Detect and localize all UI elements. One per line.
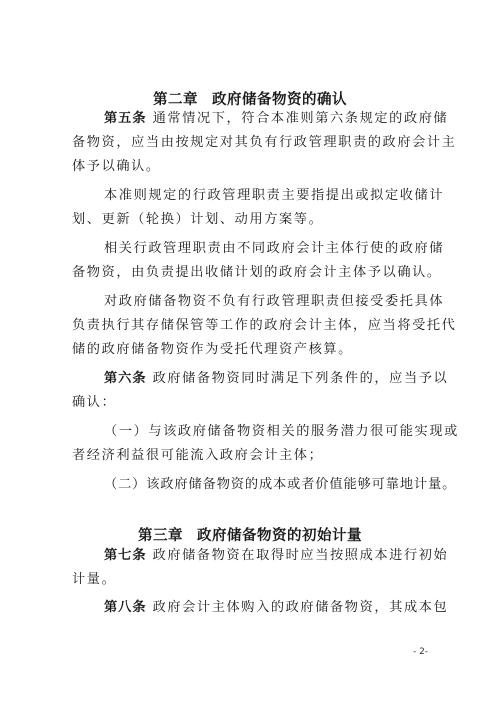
chapter-2-heading bbox=[0, 88, 500, 109]
article-8-line-1 bbox=[104, 601, 448, 614]
article-6-line-1 bbox=[104, 372, 448, 385]
condition-1-line-1: （一）与该政府储备物资相关的服务潜力很可能实现或 bbox=[104, 424, 459, 439]
chapter-3-title: 政府储备物资的初始计量 bbox=[197, 528, 362, 544]
condition-1-line-2: 者经济利益很可能流入政府会计主体； bbox=[72, 448, 324, 463]
para-entrust-line-1: 对政府储备物资不负有行政管理职责但接受委托具体 bbox=[104, 294, 445, 309]
article-8-text-1: 政府会计主体购入的政府储备物资，其成本包 bbox=[152, 600, 449, 615]
para-entrust-line-2: 负责执行其存储保管等工作的政府会计主体，应当将受托代 bbox=[72, 318, 457, 333]
article-5-text-1: 通常情况下，符合本准则第六条规定的政府储 bbox=[152, 111, 449, 126]
article-6-label: 第六条 bbox=[104, 371, 147, 386]
article-5-line-3: 体予以确认。 bbox=[72, 159, 161, 174]
article-5-line-2: 备物资，应当由按规定对其负有行政管理职责的政府会计主 bbox=[72, 135, 457, 150]
chapter-3-number: 第三章 bbox=[138, 528, 183, 544]
article-5-line-1 bbox=[104, 112, 448, 125]
para-entrust-line-3: 储的政府储备物资作为受托代理资产核算。 bbox=[72, 342, 353, 357]
article-7-line-2: 计量。 bbox=[72, 572, 117, 587]
chapter-2-title: 政府储备物资的确认 bbox=[212, 92, 347, 108]
para-admin-line-2: 划、更新（轮换）计划、动用方案等。 bbox=[72, 212, 324, 227]
article-7-line-1 bbox=[104, 549, 448, 562]
page-number: - 2- bbox=[413, 647, 429, 657]
article-5-label: 第五条 bbox=[104, 111, 147, 126]
para-joint-line-1: 相关行政管理职责由不同政府会计主体行使的政府储 bbox=[104, 241, 445, 256]
article-7-label: 第七条 bbox=[104, 548, 147, 563]
para-admin-line-1: 本准则规定的行政管理职责主要指提出或拟定收储计 bbox=[104, 188, 445, 203]
condition-2-line-1: （二）该政府储备物资的成本或者价值能够可靠地计量。 bbox=[104, 477, 457, 492]
chapter-3-heading bbox=[0, 524, 500, 545]
article-8-label: 第八条 bbox=[104, 600, 147, 615]
para-joint-line-2: 备物资，由负责提出收储计划的政府会计主体予以确认。 bbox=[72, 265, 442, 280]
article-6-line-2: 确认： bbox=[72, 395, 117, 410]
article-6-text-1: 政府储备物资同时满足下列条件的，应当予以 bbox=[152, 371, 449, 386]
chapter-2-number: 第二章 bbox=[153, 92, 198, 108]
article-7-text-1: 政府储备物资在取得时应当按照成本进行初始 bbox=[152, 548, 449, 563]
